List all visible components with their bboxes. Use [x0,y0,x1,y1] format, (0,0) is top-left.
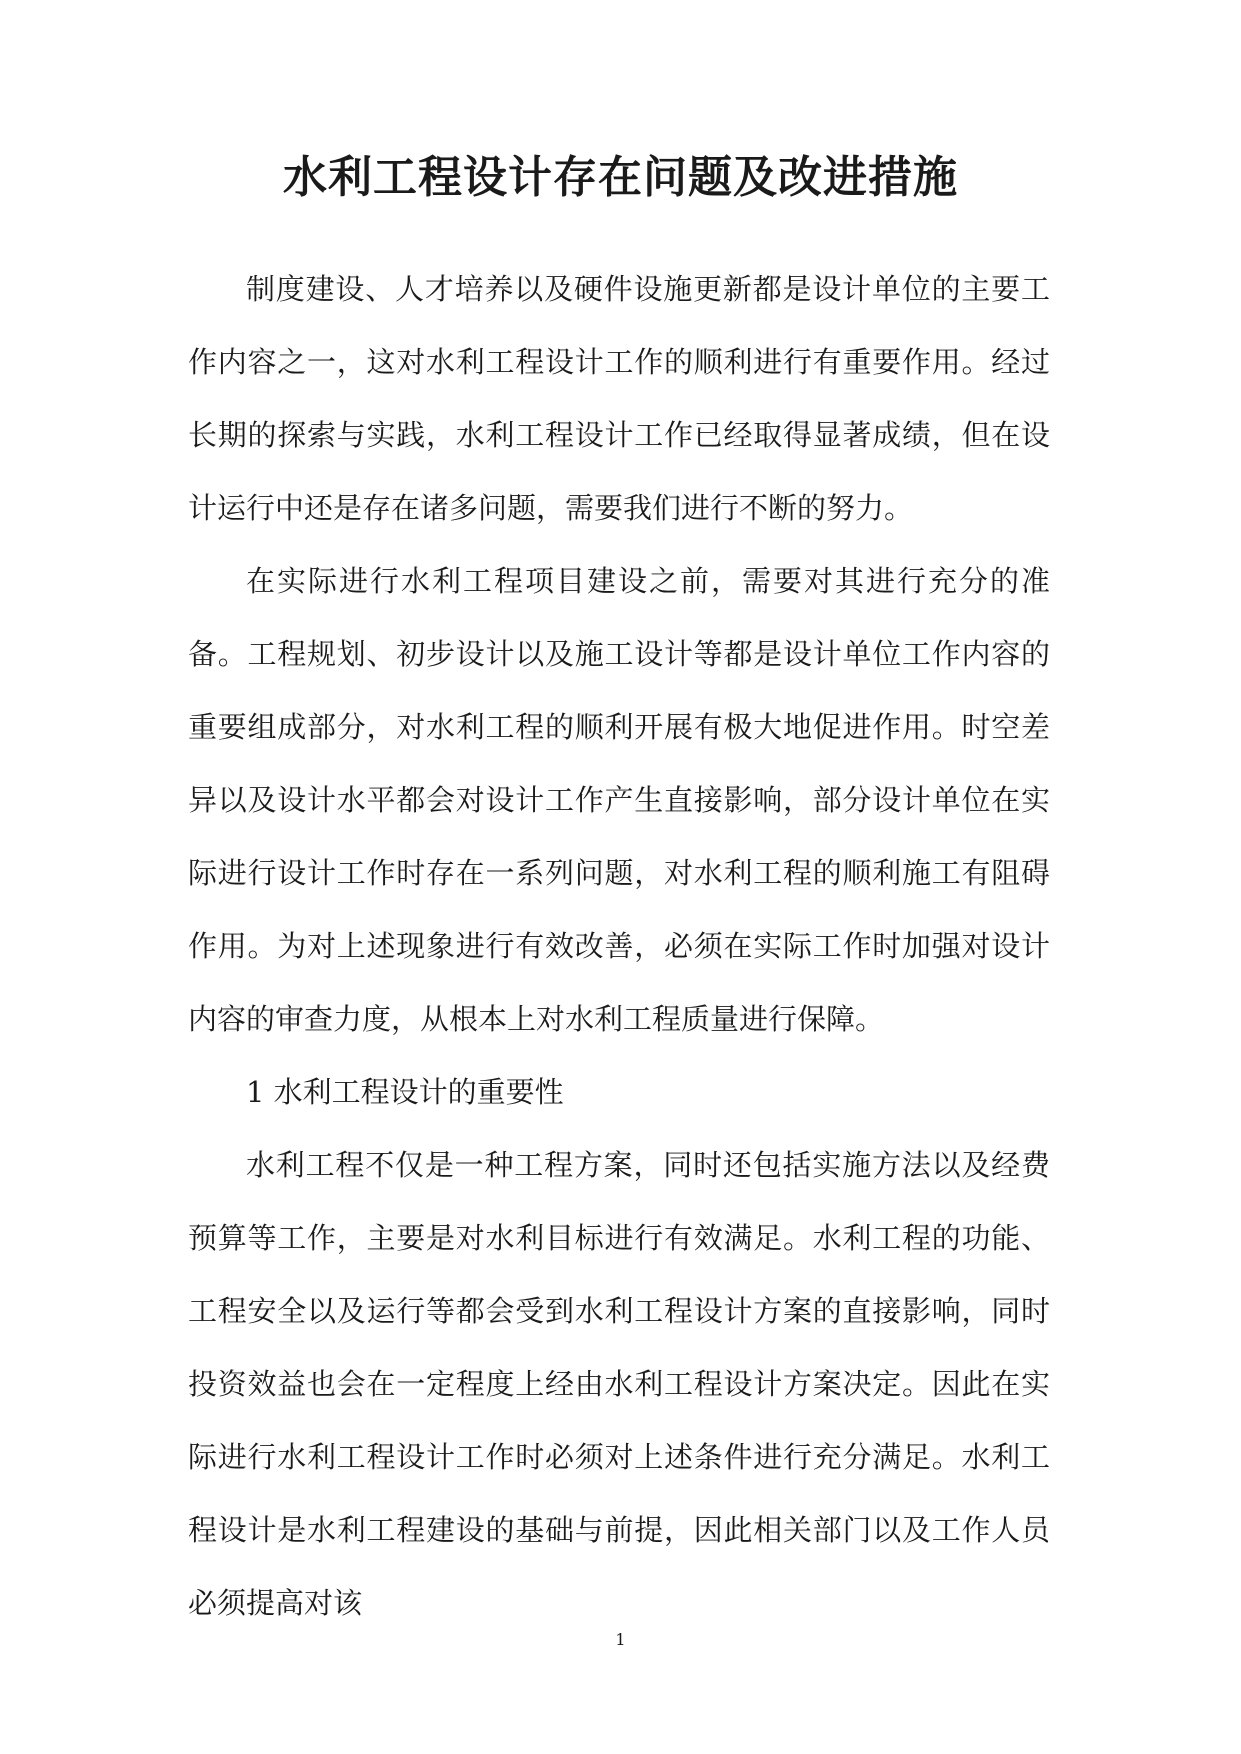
paragraph-importance: 水利工程不仅是一种工程方案，同时还包括实施方法以及经费预算等工作，主要是对水利目标进行有效满足。水利工程的功能、工程安全以及运行等都会受到水利工程设计方案的直接影响，同时投资效益也会在一定程度上经由水利工程设计方案决定。因此在实际进行水利工程设计工作时必须对上述条件进行充分满足。水利工程设计是水利工程建设的基础与前提，因此相关部门以及工作人员必须提高对该 [188,1148,1050,1620]
document-body [188,253,1050,1640]
section-heading: 1 水利工程设计的重要性 [246,1075,564,1109]
paragraph-intro: 制度建设、人才培养以及硬件设施更新都是设计单位的主要工作内容之一，这对水利工程设计工作的顺利进行有重要作用。经过长期的探索与实践，水利工程设计工作已经取得显著成绩，但在设计运行中还是存在诸多问题，需要我们进行不断的努力。 [188,272,1050,525]
paragraph-preparation: 在实际进行水利工程项目建设之前，需要对其进行充分的准备。工程规划、初步设计以及施工设计等都是设计单位工作内容的重要组成部分，对水利工程的顺利开展有极大地促进作用。时空差异以及设计水平都会对设计工作产生直接影响，部分设计单位在实际进行设计工作时存在一系列问题，对水利工程的顺利施工有阻碍作用。为对上述现象进行有效改善，必须在实际工作时加强对设计内容的审查力度，从根本上对水利工程质量进行保障。 [188,564,1050,1036]
document-title: 水利工程设计存在问题及改进措施 [283,152,958,203]
page-number: 1 [615,1630,626,1649]
